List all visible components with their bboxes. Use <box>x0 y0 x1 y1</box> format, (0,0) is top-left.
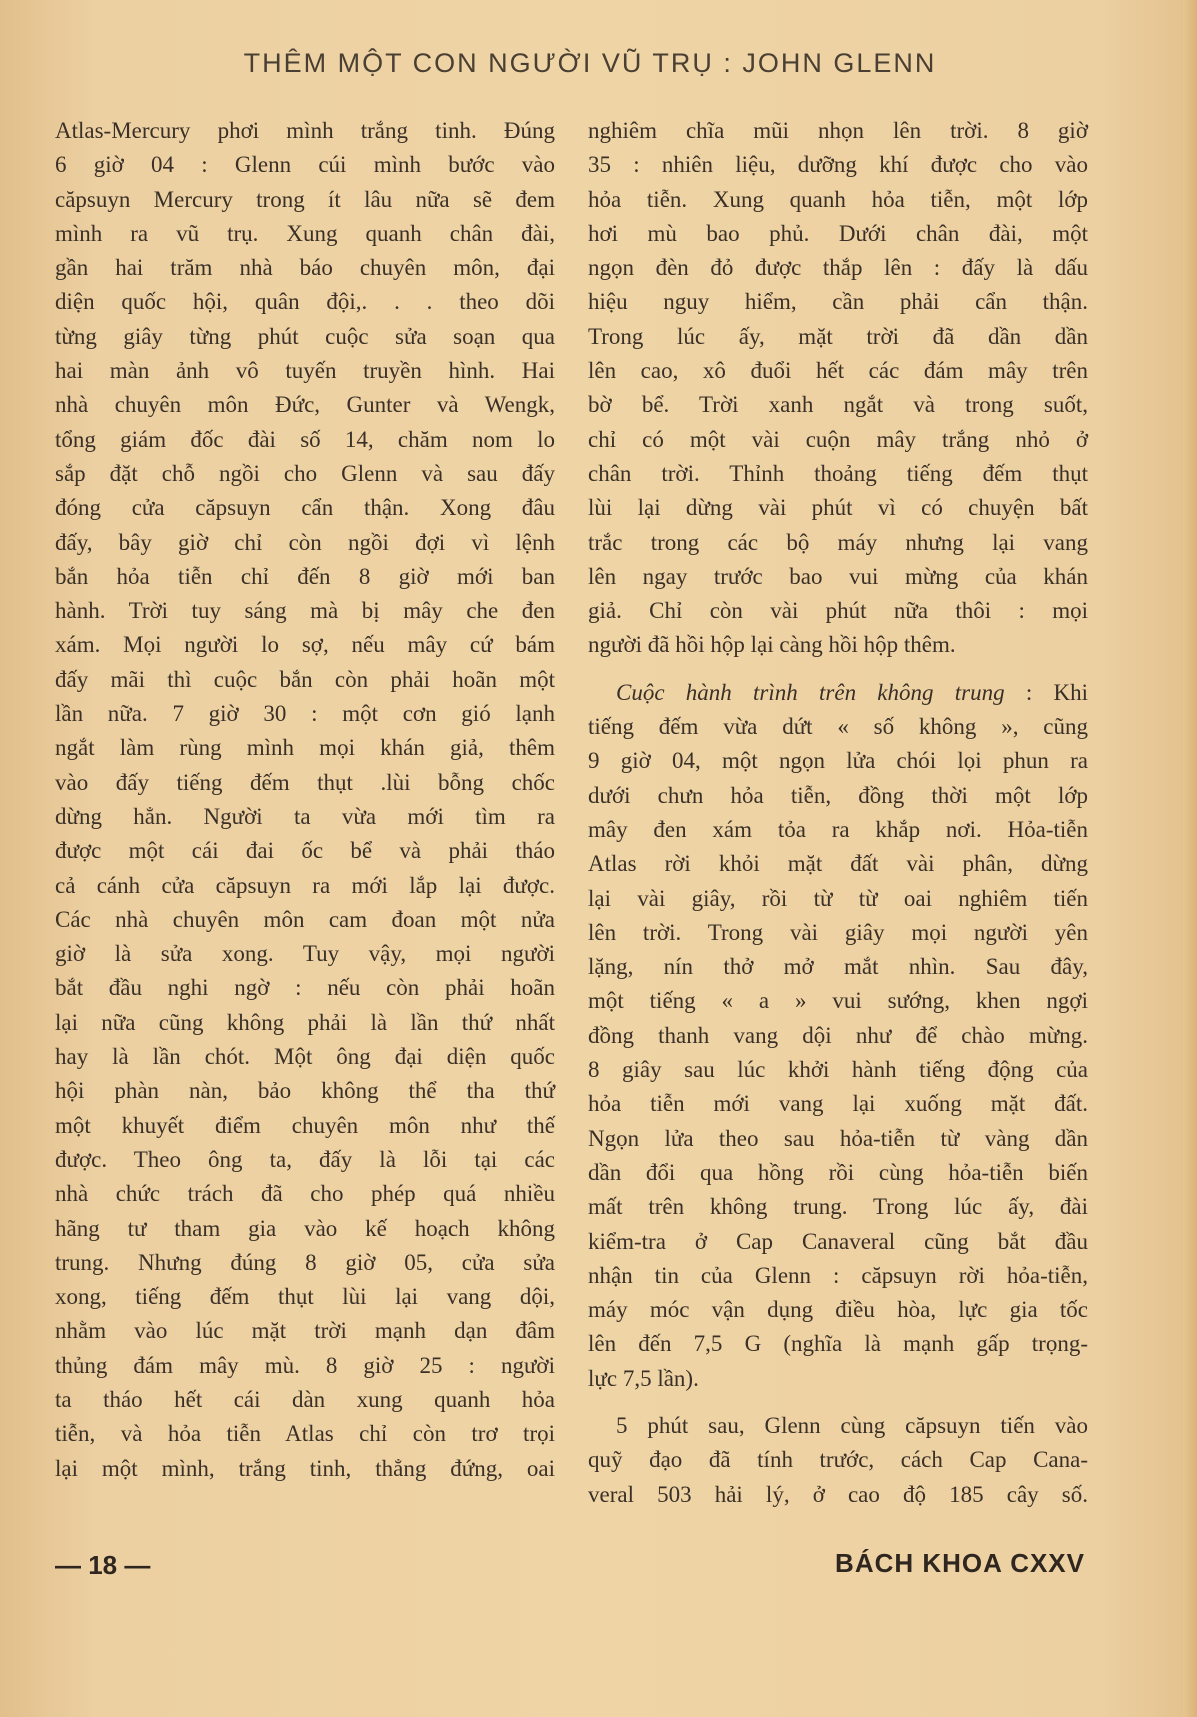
paragraph-line: hội phàn nàn, bảo không thể tha thứ <box>55 1078 555 1104</box>
page-number: — 18 — <box>55 1550 151 1580</box>
paragraph-line: được. Theo ông ta, đấy là lỗi tại các <box>55 1146 555 1172</box>
paragraph-line: căpsuyn Mercury trong ít lâu nữa sẽ đem <box>55 186 555 212</box>
paragraph-line: một khuyết điểm chuyên môn như thế <box>55 1112 555 1138</box>
paragraph-line: hỏa tiễn mới vang lại xuống mặt đất. <box>588 1091 1088 1117</box>
left-column <box>55 114 555 1486</box>
paragraph-line: lực 7,5 lần). <box>588 1365 699 1391</box>
paragraph-line: Trong lúc ấy, mặt trời đã dần dần <box>588 323 1088 349</box>
paragraph-line <box>588 676 1088 710</box>
paragraph-line: tiễn, và hỏa tiễn Atlas chỉ còn trơ trọi <box>55 1421 555 1447</box>
paragraph-line: từng giây từng phút cuộc sửa soạn qua <box>55 323 555 349</box>
paragraph-line: lên đến 7,5 G (nghĩa là mạnh gấp trọng- <box>588 1331 1088 1357</box>
paragraph-line: gần hai trăm nhà báo chuyên môn, đại <box>55 255 555 281</box>
paragraph-line: lên trời. Trong vài giây mọi người yên <box>588 919 1088 945</box>
paragraph-line: đấy mãi thì cuộc bắn còn phải hoãn một <box>55 666 555 692</box>
paragraph-line: được một cái đai ốc bể và phải tháo <box>55 838 555 864</box>
paragraph-line: cả cánh cửa căpsuyn ra mới lắp lại được. <box>55 872 555 898</box>
paragraph-line: 35 : nhiên liệu, dưỡng khí được cho vào <box>588 152 1088 178</box>
paragraph-line: bắt đầu nghi ngờ : nếu còn phải hoãn <box>55 975 555 1001</box>
right-column <box>588 114 1088 1512</box>
paragraph-line: giờ là sửa xong. Tuy vậy, mọi người <box>55 941 555 967</box>
paragraph-line: dừng hẳn. Người ta vừa mới tìm ra <box>55 803 555 829</box>
paragraph-line: ngắt làm rùng mình mọi khán giả, thêm <box>55 735 555 761</box>
paragraph-line: lên ngay trước bao vui mừng của khán <box>588 563 1088 589</box>
paragraph-line: hay là lần chót. Một ông đại diện quốc <box>55 1044 555 1070</box>
paragraph-line: Atlas rời khỏi mặt đất vài phân, dừng <box>588 851 1088 877</box>
paragraph-line: vào đấy tiếng đếm thụt .lùi bỗng chốc <box>55 769 555 795</box>
paragraph-line: ngọn đèn đỏ được thắp lên : đấy là dấu <box>588 255 1088 281</box>
paragraph-line: nghiêm chĩa mũi nhọn lên trời. 8 giờ <box>588 118 1088 143</box>
paragraph-line: hiệu nguy hiểm, cần phải cẩn thận. <box>588 289 1088 315</box>
paragraph-line: mình ra vũ trụ. Xung quanh chân đài, <box>55 220 555 246</box>
paragraph-line: trung. Nhưng đúng 8 giờ 05, cửa sửa <box>55 1249 555 1275</box>
paragraph-line: lặng, nín thở mở mắt nhìn. Sau đây, <box>588 954 1088 980</box>
paragraph-line: Các nhà chuyên môn cam đoan một nửa <box>55 906 555 932</box>
paragraph-line: lên cao, xô đuổi hết các đám mây trên <box>588 358 1088 384</box>
paragraph-line: xám. Mọi người lo sợ, nếu mây cứ bám <box>55 632 555 658</box>
paragraph-line: chỉ có một vài cuộn mây trắng nhỏ ở <box>588 426 1088 452</box>
paragraph-line: xong, tiếng đếm thụt lùi lại vang dội, <box>55 1284 555 1310</box>
paragraph-line: đóng cửa căpsuyn cẩn thận. Xong đâu <box>55 495 555 521</box>
paragraph-line: nhà chức trách đã cho phép quá nhiều <box>55 1181 555 1207</box>
paragraph-line: hành. Trời tuy sáng mà bị mây che đen <box>55 598 555 624</box>
running-head: THÊM MỘT CON NGƯỜI VŨ TRỤ : JOHN GLENN <box>243 48 937 78</box>
paragraph-line: tổng giám đốc đài số 14, chăm nom lo <box>55 426 555 452</box>
paragraph-line: sắp đặt chỗ ngồi cho Glenn và sau đấy <box>55 460 555 486</box>
paragraph-line: trắc trong các bộ máy nhưng lại vang <box>588 529 1088 555</box>
page-edge <box>1183 0 1197 1717</box>
paragraph-line: tiếng đếm vừa dứt « số không », cũng <box>588 714 1088 740</box>
paragraph-line: bắn hỏa tiễn chỉ đến 8 giờ mới ban <box>55 563 555 589</box>
paragraph-line: nhận tin của Glenn : căpsuyn rời hỏa-tiễn, <box>588 1262 1088 1288</box>
publication-issue: BÁCH KHOA CXXV <box>835 1548 1085 1578</box>
paragraph-line: người đã hồi hộp lại càng hồi hộp thêm. <box>588 632 956 658</box>
paragraph-line: lùi lại dừng vài phút vì có chuyện bất <box>588 495 1088 521</box>
paragraph-gap <box>588 1396 1088 1409</box>
section-heading-tail: : Khi <box>1004 679 1088 705</box>
paragraph-line: veral 503 hải lý, ở cao độ 185 cây số. <box>588 1481 1088 1507</box>
paragraph-flight <box>588 710 1088 1396</box>
paragraph-line: hãng tư tham gia vào kế hoạch không <box>55 1215 555 1241</box>
paragraph-line: dưới chưn hỏa tiễn, đồng thời một lớp <box>588 782 1088 808</box>
paragraph-line: hỏa tiễn. Xung quanh hỏa tiễn, một lớp <box>588 186 1088 212</box>
paragraph-line: đồng thanh vang dội như để chào mừng. <box>588 1022 1088 1048</box>
paragraph-line: kiểm-tra ở Cap Canaveral cũng bắt đầu <box>588 1228 1088 1254</box>
paragraph-line: nhằm vào lúc mặt trời mạnh dạn đâm <box>55 1318 555 1344</box>
paragraph-line: máy móc vận dụng điều hòa, lực gia tốc <box>588 1297 1088 1323</box>
paragraph-line: lại vài giây, rồi từ từ oai nghiêm tiến <box>588 885 1088 911</box>
paragraph-line: lại một mình, trắng tinh, thẳng đứng, oai <box>55 1455 555 1481</box>
paragraph-line: 9 giờ 04, một ngọn lửa chói lọi phun ra <box>588 748 1088 774</box>
paragraph-countdown-end <box>588 114 1088 663</box>
paragraph-line: diện quốc hội, quân đội,. . . theo dõi <box>55 289 555 315</box>
paragraph-orbit <box>588 1409 1088 1512</box>
paragraph-line: Ngọn lửa theo sau hỏa-tiễn từ vàng dần <box>588 1125 1088 1151</box>
paragraph-line: ta tháo hết cái dàn xung quanh hỏa <box>55 1386 555 1412</box>
paragraph-line: giả. Chỉ còn vài phút nữa thôi : mọi <box>588 598 1088 624</box>
paragraph-line: mất trên không trung. Trong lúc ấy, đài <box>588 1194 1088 1220</box>
paragraph-line: Atlas-Mercury phơi mình trắng tinh. Đúng <box>55 118 555 143</box>
paragraph-line: mây đen xám tỏa ra khắp nơi. Hỏa-tiễn <box>588 816 1088 842</box>
paragraph-line: lần nữa. 7 giờ 30 : một cơn gió lạnh <box>55 701 555 727</box>
paragraph-line: dần đổi qua hồng rồi cùng hỏa-tiễn biến <box>588 1159 1088 1185</box>
paragraph-line: bờ bể. Trời xanh ngắt và trong suốt, <box>588 392 1088 418</box>
section-heading: Cuộc hành trình trên không trung <box>616 679 1005 705</box>
paragraph-line: đấy, bây giờ chỉ còn ngồi đợi vì lệnh <box>55 529 555 555</box>
paragraph-line: hai màn ảnh vô tuyến truyền hình. Hai <box>55 358 555 384</box>
paragraph-line: lại nữa cũng không phải là lần thứ nhất <box>55 1009 555 1035</box>
paragraph-line: nhà chuyên môn Đức, Gunter và Wengk, <box>55 392 555 418</box>
paragraph-line: một tiếng « a » vui sướng, khen ngợi <box>588 988 1088 1014</box>
paragraph-line: 8 giây sau lúc khởi hành tiếng động của <box>588 1057 1088 1083</box>
paragraph-line: thủng đám mây mù. 8 giờ 25 : người <box>55 1352 555 1378</box>
paragraph-line: 6 giờ 04 : Glenn cúi mình bước vào <box>55 152 555 178</box>
paragraph-gap <box>588 663 1088 676</box>
paragraph-line: 5 phút sau, Glenn cùng căpsuyn tiến vào <box>616 1412 1088 1438</box>
paragraph-line: quỹ đạo đã tính trước, cách Cap Cana- <box>588 1447 1088 1473</box>
paragraph-line: chân trời. Thỉnh thoảng tiếng đếm thụt <box>588 460 1088 486</box>
paragraph-line: hơi mù bao phủ. Dưới chân đài, một <box>588 220 1088 246</box>
